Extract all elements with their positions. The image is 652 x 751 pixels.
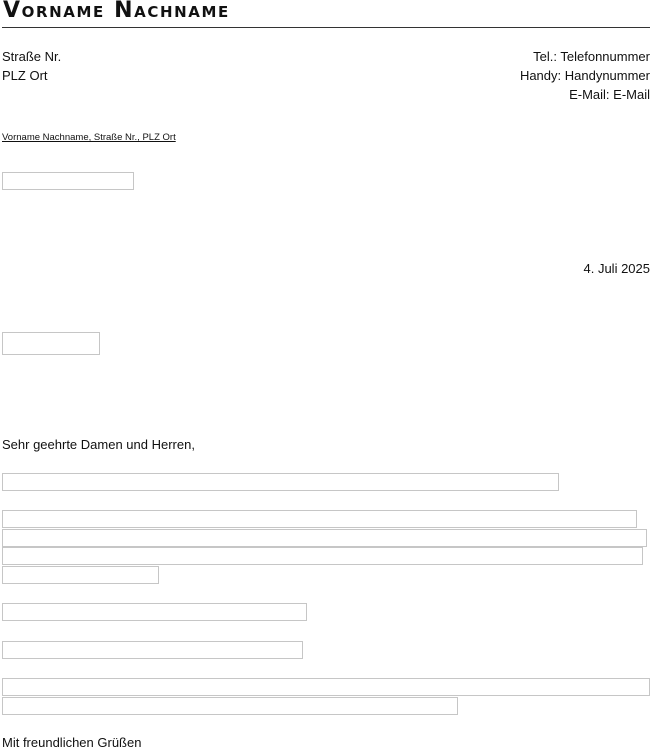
sender-city: PLZ Ort <box>2 68 48 83</box>
letter-date: 4. Juli 2025 <box>583 261 650 276</box>
return-address-line: Vorname Nachname, Straße Nr., PLZ Ort <box>2 132 176 143</box>
body-field[interactable] <box>2 566 159 584</box>
closing-phrase: Mit freundlichen Grüßen <box>2 735 142 750</box>
sender-name-heading: Vorname Nachname <box>3 0 230 23</box>
body-field[interactable] <box>2 529 647 547</box>
sender-street: Straße Nr. <box>2 49 62 64</box>
body-field[interactable] <box>2 547 643 565</box>
sender-mobile: Handy: Handynummer <box>519 68 650 83</box>
body-field[interactable] <box>2 510 637 528</box>
subject-field[interactable] <box>2 332 100 355</box>
body-field[interactable] <box>2 641 303 659</box>
body-field[interactable] <box>2 603 307 621</box>
body-field[interactable] <box>2 697 458 715</box>
body-field[interactable] <box>2 678 650 696</box>
sender-email: E-Mail: E-Mail <box>569 87 650 102</box>
sender-phone: Tel.: Telefonnummer <box>533 49 650 64</box>
recipient-address-field[interactable] <box>2 172 134 190</box>
salutation: Sehr geehrte Damen und Herren, <box>2 437 195 452</box>
body-field[interactable] <box>2 473 559 491</box>
header-divider <box>2 27 650 28</box>
